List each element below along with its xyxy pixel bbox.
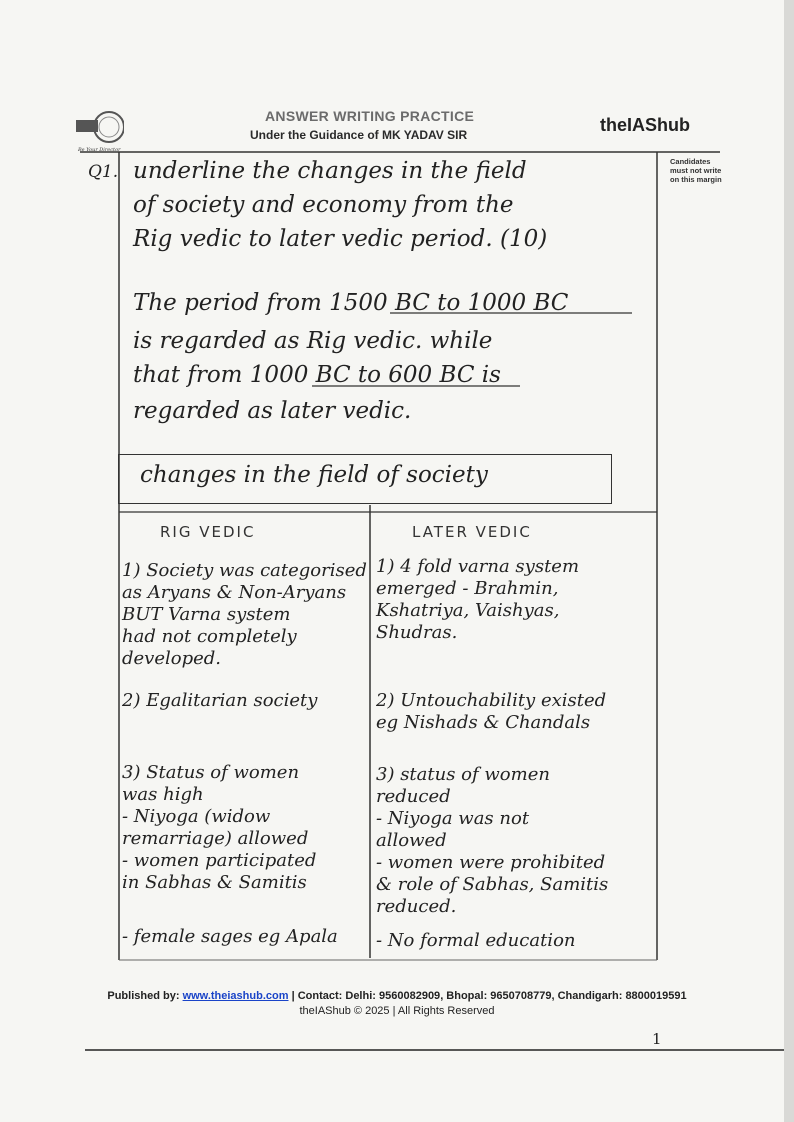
chandigarh-label: , Chandigarh:: [551, 990, 626, 1002]
website-link[interactable]: www.theiashub.com: [182, 990, 289, 1002]
bhopal-phone: 9650708779: [490, 990, 552, 1002]
cell-line: 2) Egalitarian society: [122, 690, 318, 711]
cell-line: 1) Society was categorised: [122, 560, 367, 581]
later-point-3: [376, 764, 608, 918]
intro-text: is: [474, 362, 501, 388]
question-line-1: underline the changes in the field: [133, 158, 527, 184]
cell-line: in Sabhas & Samitis: [122, 872, 307, 893]
cell-line: 3) status of women: [376, 764, 550, 785]
header-title: ANSWER WRITING PRACTICE: [265, 108, 475, 124]
later-point-4: [376, 930, 576, 952]
rig-vedic-period: 1500 BC to 1000 BC: [329, 290, 569, 316]
cell-line: - women were prohibited: [376, 852, 606, 873]
cell-line: - women participated: [122, 850, 317, 871]
intro-line-1: [133, 290, 568, 316]
cell-line: Kshatriya, Vaishyas,: [376, 600, 560, 621]
bhopal-label: , Bhopal:: [440, 990, 491, 1002]
rig-point-3: [122, 762, 316, 894]
chandigarh-phone: 8800019591: [625, 990, 687, 1002]
footer-copyright: theIAShub © 2025 | All Rights Reserved: [299, 1005, 495, 1017]
cell-line: - Niyoga (widow: [122, 806, 271, 827]
question-number: Q1.: [88, 162, 119, 182]
cell-line: & role of Sabhas, Samitis: [376, 874, 609, 895]
question-line-3: Rig vedic to later vedic period. (10): [133, 226, 548, 252]
margin-note: Candidates must not write on this margin: [670, 157, 722, 184]
cell-line: had not completely: [122, 626, 297, 647]
cell-line: - Niyoga was not: [376, 808, 530, 829]
question-line-2: of society and economy from the: [133, 192, 514, 218]
rig-point-2: [122, 690, 317, 712]
intro-text: The period from: [133, 290, 330, 316]
intro-line-4: regarded as later vedic.: [133, 398, 412, 424]
footer-contact: [0, 990, 794, 1002]
cell-line: developed.: [122, 648, 222, 669]
section-heading: changes in the field of society: [140, 462, 488, 488]
later-point-1: [376, 556, 579, 644]
page-number: 1: [652, 1030, 662, 1048]
delhi-label: Delhi:: [345, 990, 379, 1002]
brand-name: theIAShub: [600, 115, 690, 135]
cell-line: eg Nishads & Chandals: [376, 712, 591, 733]
cell-line: reduced.: [376, 896, 457, 917]
cell-line: 3) Status of women: [122, 762, 300, 783]
rig-vedic-header: RIG VEDIC: [160, 523, 256, 541]
cell-line: - No formal education: [376, 930, 576, 951]
published-label: Published by:: [107, 990, 183, 1002]
rig-point-4: [122, 926, 338, 948]
cell-line: remarriage) allowed: [122, 828, 309, 849]
cell-line: Shudras.: [376, 622, 458, 643]
cell-line: allowed: [376, 830, 447, 851]
logo-tagline: Be Your Director: [78, 147, 121, 153]
later-point-2: [376, 690, 606, 734]
cell-line: emerged - Brahmin,: [376, 578, 559, 599]
header-subtitle: Under the Guidance of MK YADAV SIR: [250, 128, 468, 142]
delhi-phone: 9560082909: [379, 990, 441, 1002]
cell-line: BUT Varna system: [122, 604, 291, 625]
cell-line: was high: [122, 784, 204, 805]
cell-line: as Aryans & Non-Aryans: [122, 582, 347, 603]
cell-line: 1) 4 fold varna system: [376, 556, 580, 577]
iashub-logo: [74, 107, 124, 147]
intro-line-3: [133, 362, 501, 388]
rig-point-1: [122, 560, 367, 670]
intro-text: that from: [133, 362, 250, 388]
cell-line: - female sages eg Apala: [122, 926, 338, 947]
contact-label: | Contact:: [288, 990, 346, 1002]
intro-line-2: is regarded as Rig vedic. while: [133, 328, 493, 354]
later-vedic-header: LATER VEDIC: [412, 523, 532, 541]
cell-line: 2) Untouchability existed: [376, 690, 607, 711]
cell-line: reduced: [376, 786, 451, 807]
later-vedic-period: 1000 BC to 600 BC: [249, 362, 475, 388]
